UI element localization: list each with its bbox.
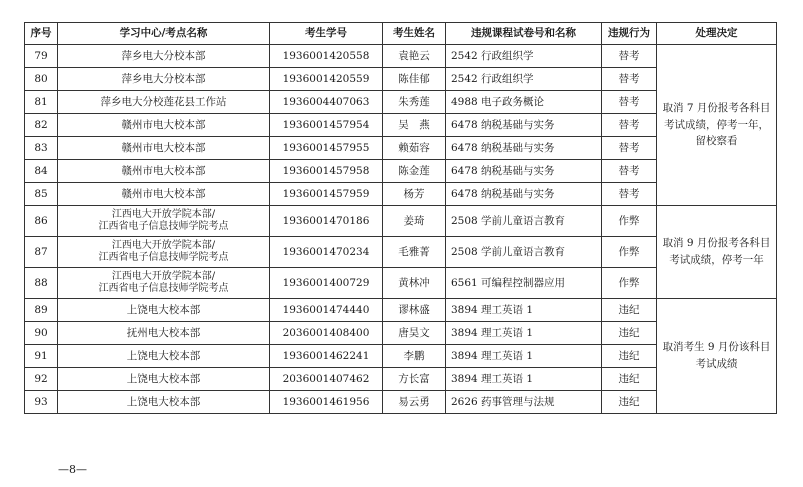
cell-student-name: 唐昊文 — [383, 322, 446, 345]
cell-no: 91 — [25, 345, 58, 368]
cell-student-id: 1936001457954 — [270, 114, 383, 137]
cell-no: 90 — [25, 322, 58, 345]
cell-student-id: 2036001407462 — [270, 368, 383, 391]
page-number: —8— — [58, 463, 87, 476]
cell-center: 赣州市电大校本部 — [58, 137, 270, 160]
cell-course: 3894 理工英语 1 — [446, 299, 602, 322]
cell-center-line2: 江西省电子信息技师学院考点 — [98, 221, 229, 232]
cell-course: 6478 纳税基础与实务 — [446, 137, 602, 160]
header-center: 学习中心/考点名称 — [58, 23, 270, 45]
cell-no: 82 — [25, 114, 58, 137]
cell-action: 替考 — [602, 91, 657, 114]
cell-course: 2626 药事管理与法规 — [446, 391, 602, 414]
cell-student-id: 1936001457955 — [270, 137, 383, 160]
table-row — [25, 45, 777, 68]
cell-student-name: 陈佳郁 — [383, 68, 446, 91]
cell-center: 上饶电大校本部 — [58, 391, 270, 414]
cell-course: 2508 学前儿童语言教育 — [446, 237, 602, 268]
cell-center: 赣州市电大校本部 — [58, 114, 270, 137]
cell-center — [58, 268, 270, 299]
header-decision: 处理决定 — [657, 23, 777, 45]
cell-center — [58, 237, 270, 268]
cell-no: 92 — [25, 368, 58, 391]
cell-student-id: 1936004407063 — [270, 91, 383, 114]
cell-action: 替考 — [602, 183, 657, 206]
cell-center-line2: 江西省电子信息技师学院考点 — [98, 252, 229, 263]
cell-course: 2542 行政组织学 — [446, 68, 602, 91]
cell-student-id: 1936001462241 — [270, 345, 383, 368]
cell-student-name: 易云勇 — [383, 391, 446, 414]
header-student-id: 考生学号 — [270, 23, 383, 45]
cell-center-line1: 江西电大开放学院本部/ — [111, 240, 216, 251]
cell-student-id: 1936001457958 — [270, 160, 383, 183]
cell-course: 3894 理工英语 1 — [446, 322, 602, 345]
cell-action: 替考 — [602, 114, 657, 137]
cell-center: 上饶电大校本部 — [58, 299, 270, 322]
cell-no: 88 — [25, 268, 58, 299]
cell-center: 赣州市电大校本部 — [58, 183, 270, 206]
cell-action: 作弊 — [602, 206, 657, 237]
violations-table — [24, 22, 777, 414]
cell-student-id: 1936001420559 — [270, 68, 383, 91]
cell-course: 3894 理工英语 1 — [446, 345, 602, 368]
cell-action: 违纪 — [602, 345, 657, 368]
cell-student-id: 2036001408400 — [270, 322, 383, 345]
cell-no: 79 — [25, 45, 58, 68]
cell-student-id: 1936001461956 — [270, 391, 383, 414]
cell-student-id: 1936001470186 — [270, 206, 383, 237]
cell-student-id: 1936001420558 — [270, 45, 383, 68]
table-row — [25, 299, 777, 322]
cell-decision: 取消 9 月份报考各科目考试成绩，停考一年 — [657, 206, 777, 299]
cell-center-line1: 江西电大开放学院本部/ — [111, 209, 216, 220]
cell-decision: 取消考生 9 月份该科目考试成绩 — [657, 299, 777, 414]
cell-no: 87 — [25, 237, 58, 268]
cell-no: 80 — [25, 68, 58, 91]
cell-course: 6478 纳税基础与实务 — [446, 114, 602, 137]
cell-no: 89 — [25, 299, 58, 322]
cell-center: 上饶电大校本部 — [58, 368, 270, 391]
header-student-name: 考生姓名 — [383, 23, 446, 45]
cell-student-name: 李鹏 — [383, 345, 446, 368]
header-course: 违规课程试卷号和名称 — [446, 23, 602, 45]
cell-course: 4988 电子政务概论 — [446, 91, 602, 114]
cell-no: 84 — [25, 160, 58, 183]
cell-action: 违纪 — [602, 391, 657, 414]
cell-student-name: 毛雅菁 — [383, 237, 446, 268]
cell-no: 81 — [25, 91, 58, 114]
cell-student-id: 1936001400729 — [270, 268, 383, 299]
cell-student-name: 杨芳 — [383, 183, 446, 206]
cell-course: 6561 可编程控制器应用 — [446, 268, 602, 299]
cell-action: 违纪 — [602, 368, 657, 391]
table-row — [25, 206, 777, 237]
cell-student-id: 1936001470234 — [270, 237, 383, 268]
header-action: 违规行为 — [602, 23, 657, 45]
cell-center-line2: 江西省电子信息技师学院考点 — [98, 283, 229, 294]
cell-student-name: 朱秀莲 — [383, 91, 446, 114]
cell-action: 违纪 — [602, 322, 657, 345]
cell-action: 替考 — [602, 45, 657, 68]
cell-student-name: 吴 燕 — [383, 114, 446, 137]
cell-no: 93 — [25, 391, 58, 414]
cell-action: 替考 — [602, 68, 657, 91]
cell-action: 违纪 — [602, 299, 657, 322]
cell-course: 3894 理工英语 1 — [446, 368, 602, 391]
cell-center: 萍乡电大分校本部 — [58, 45, 270, 68]
cell-center: 抚州电大校本部 — [58, 322, 270, 345]
cell-course: 2542 行政组织学 — [446, 45, 602, 68]
cell-student-id: 1936001457959 — [270, 183, 383, 206]
cell-center: 赣州市电大校本部 — [58, 160, 270, 183]
cell-center-line1: 江西电大开放学院本部/ — [111, 271, 216, 282]
cell-center: 萍乡电大分校本部 — [58, 68, 270, 91]
header-row — [25, 23, 777, 45]
cell-action: 作弊 — [602, 268, 657, 299]
cell-center — [58, 206, 270, 237]
cell-student-name: 赖茹容 — [383, 137, 446, 160]
cell-no: 86 — [25, 206, 58, 237]
cell-student-name: 陈金莲 — [383, 160, 446, 183]
cell-student-name: 袁艳云 — [383, 45, 446, 68]
cell-action: 作弊 — [602, 237, 657, 268]
header-no: 序号 — [25, 23, 58, 45]
cell-course: 6478 纳税基础与实务 — [446, 160, 602, 183]
cell-student-name: 姜琦 — [383, 206, 446, 237]
cell-center: 上饶电大校本部 — [58, 345, 270, 368]
cell-no: 83 — [25, 137, 58, 160]
cell-course: 2508 学前儿童语言教育 — [446, 206, 602, 237]
cell-no: 85 — [25, 183, 58, 206]
cell-action: 替考 — [602, 160, 657, 183]
cell-center: 萍乡电大分校莲花县工作站 — [58, 91, 270, 114]
cell-course: 6478 纳税基础与实务 — [446, 183, 602, 206]
cell-student-name: 黄林冲 — [383, 268, 446, 299]
cell-student-name: 方长富 — [383, 368, 446, 391]
cell-student-id: 1936001474440 — [270, 299, 383, 322]
cell-action: 替考 — [602, 137, 657, 160]
cell-student-name: 谬林盛 — [383, 299, 446, 322]
cell-decision: 取消 7 月份报考各科目考试成绩，停考一年，留校察看 — [657, 45, 777, 206]
